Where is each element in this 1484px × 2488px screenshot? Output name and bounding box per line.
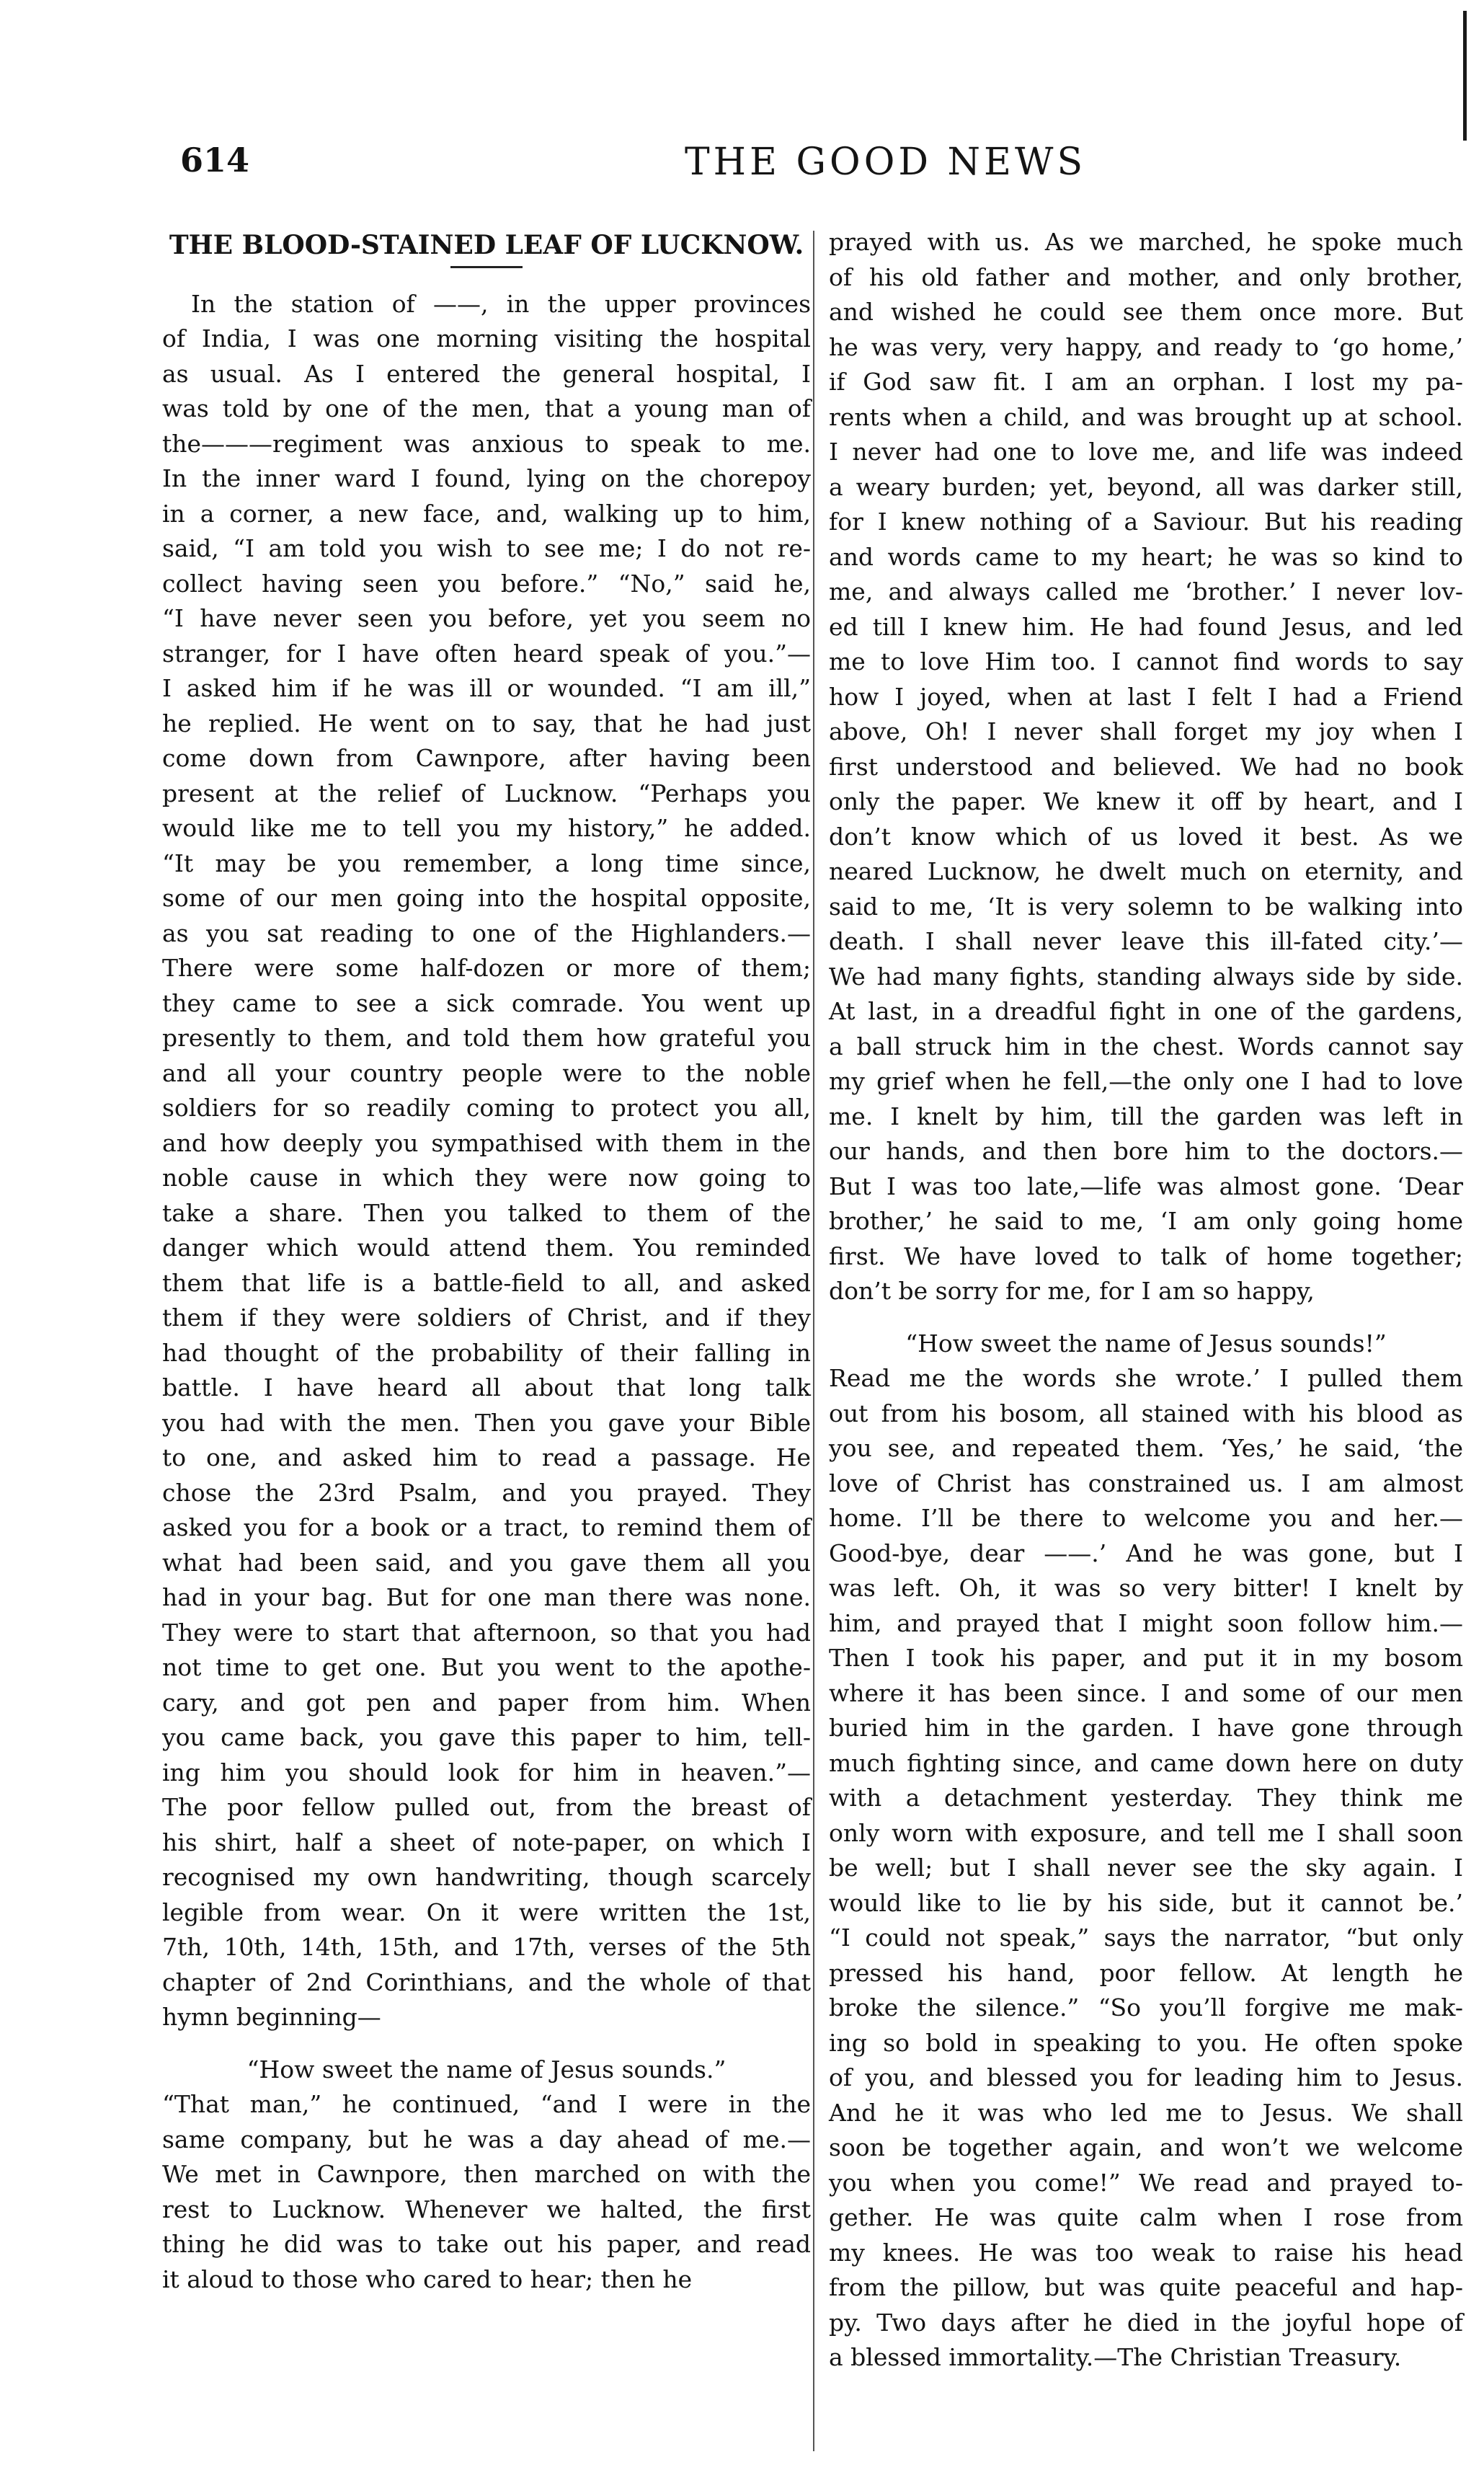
text-line: how I joyed, when at last I felt I had a Friend [829,682,1463,711]
left-text-block-1 [162,287,811,2035]
text-line: what had been said, and you gave them all you [162,1548,811,1577]
text-line: out from his bosom, all stained with his blood as [829,1399,1463,1427]
text-line: they came to see a sick comrade. You went up [162,988,811,1017]
page-number: 614 [180,141,250,180]
text-line: rest to Lucknow. Whenever we halted, the first [162,2195,811,2223]
text-line: “I could not speak,” says the narrator, “but only [829,1923,1463,1952]
text-line: first understood and believed. We had no book [829,752,1463,781]
text-line: as you sat reading to one of the Highlanders.— [162,918,811,947]
text-line: first. We have loved to talk of home together; [829,1241,1463,1270]
text-line: a weary burden; yet, beyond, all was darker still, [829,472,1463,501]
text-line: only the paper. We knew it off by heart, and I [829,787,1463,815]
text-line: neared Lucknow, he dwelt much on eternity, and [829,857,1463,885]
text-line: me, and always called me ‘brother.’ I never lov- [829,577,1463,606]
text-line: my grief when he fell,—the only one I had to love [829,1067,1463,1095]
text-line: rents when a child, and was brought up at school. [829,402,1463,431]
text-line: would like to lie by his side, but it cannot be.’ [829,1888,1463,1917]
text-line: them that life is a battle-field to all, and asked [162,1268,811,1297]
text-line: love of Christ has constrained us. I am almost [829,1469,1463,1497]
text-line: our hands, and then bore him to the doctors.— [829,1137,1463,1165]
text-line: At last, in a dreadful fight in one of the gardens, [829,997,1463,1025]
text-line: legible from wear. On it were written the 1st, [162,1898,811,1926]
text-line: ing him you should look for him in heaven.”— [162,1758,811,1787]
text-line: soon be together again, and won’t we welcome [829,2133,1463,2161]
text-line: 7th, 10th, 14th, 15th, and 17th, verses of the 5th [162,1933,811,1961]
text-line: buried him in the garden. I have gone through [829,1714,1463,1742]
text-line: The poor fellow pulled out, from the breast of [162,1793,811,1821]
text-line: But I was too late,—life was almost gone. ‘Dear [829,1172,1463,1200]
text-line: hymn beginning— [162,2003,381,2031]
text-line: danger which would attend them. You reminded [162,1234,811,1262]
text-line: recognised my own handwriting, though scarcely [162,1863,811,1891]
text-line: he replied. He went on to say, that he had just [162,709,811,738]
text-line: above, Oh! I never shall forget my joy when I [829,717,1463,745]
text-line: In the station of ——, in the upper provinces [191,289,811,318]
text-line: broke the silence.” “So you’ll forgive me mak- [829,1993,1463,2022]
text-line: and how deeply you sympathised with them in the [162,1128,811,1157]
text-line: be well; but I shall never see the sky again. I [829,1854,1463,1882]
text-line: py. Two days after he died in the joyful hope of [829,2308,1463,2337]
text-line: me to love Him too. I cannot find words to say [829,647,1463,676]
text-line: as usual. As I entered the general hospital, I [162,359,811,388]
right-text-block-1 [829,225,1463,1309]
text-line: Good-bye, dear ——.’ And he was gone, but I [829,1539,1463,1567]
text-line: was left. Oh, it was so very bitter! I knelt by [829,1574,1463,1602]
text-line: home. I’ll be there to welcome you and her.— [829,1504,1463,1532]
text-line: ing so bold in speaking to you. He often spoke [829,2028,1463,2057]
text-line: it aloud to those who cared to hear; then he [162,2265,693,2293]
text-line: with a detachment yesterday. They think me [829,1784,1463,1812]
hymn-quote-right: “How sweet the name of Jesus sounds!” [905,1329,1387,1358]
text-line: asked you for a book or a tract, to remind them of [162,1513,811,1541]
text-line: battle. I have heard all about that long talk [162,1373,811,1402]
text-line: They were to start that afternoon, so that you had [162,1618,811,1647]
text-line: was told by one of the men, that a young man of [162,394,811,422]
text-line: “That man,” he continued, “and I were in the [162,2090,811,2118]
text-line: pressed his hand, poor fellow. At length he [829,1958,1463,1987]
text-line: of you, and blessed you for leading him to Jesus. [829,2063,1463,2091]
text-line: only worn with exposure, and tell me I shall soon [829,1818,1463,1847]
text-line: In the inner ward I found, lying on the chorepoy [162,464,811,492]
text-line: had thought of the probability of their falling in [162,1338,811,1367]
text-line: you came back, you gave this paper to him, tell- [162,1723,811,1751]
text-line: in a corner, a new face, and, walking up to him, [162,499,811,528]
text-line: me. I knelt by him, till the garden was left in [829,1102,1463,1130]
text-line: Then I took his paper, and put it in my bosom [829,1644,1463,1672]
text-line: a blessed immortality.—The Christian Treasury. [829,2343,1402,2371]
text-line: collect having seen you before.” “No,” said he, [162,569,811,598]
page-edge-rule [1463,11,1467,141]
text-line: ed till I knew him. He had found Jesus, and led [829,612,1463,641]
text-line: the———regiment was anxious to speak to me. [162,429,811,458]
text-line: not time to get one. But you went to the apothe- [162,1653,811,1681]
text-line: soldiers for so readily coming to protect you all, [162,1094,811,1122]
text-line: and all your country people were to the noble [162,1058,811,1087]
text-line: you when you come!” We read and prayed to- [829,2168,1463,2197]
text-line: gether. He was quite calm when I rose from [829,2203,1463,2231]
text-line: Read me the words she wrote.’ I pulled them [829,1364,1463,1392]
text-line: And he it was who led me to Jesus. We shall [829,2098,1463,2127]
text-line: would like me to tell you my history,” he added. [162,814,811,842]
text-line: present at the relief of Lucknow. “Perhaps you [162,779,811,807]
text-line: presently to them, and told them how grateful you [162,1024,811,1052]
text-line: cary, and got pen and paper from him. When [162,1688,811,1717]
text-line: he was very, very happy, and ready to ‘go home,’ [829,332,1463,361]
text-line: to one, and asked him to read a passage. He [162,1443,811,1471]
article-title: THE BLOOD-STAINED LEAF OF LUCKNOW. [169,230,804,260]
text-line: I never had one to love me, and life was indeed [829,438,1463,466]
text-line: There were some half-dozen or more of them; [162,954,811,982]
text-line: my knees. He was too weak to raise his head [829,2238,1463,2267]
text-line: you see, and repeated them. ‘Yes,’ he said, ‘the [829,1434,1463,1462]
text-line: We met in Cawnpore, then marched on with the [162,2160,811,2188]
text-line: I asked him if he was ill or wounded. “I am ill,” [162,674,811,702]
text-line: and wished he could see them once more. But [829,298,1463,326]
hymn-quote-left: “How sweet the name of Jesus sounds.” [246,2055,727,2084]
text-line: brother,’ he said to me, ‘I am only going home [829,1207,1463,1235]
page-header [180,141,1434,191]
text-line: from the pillow, but was quite peaceful and hap- [829,2273,1463,2301]
text-line: said to me, ‘It is very solemn to be walking into [829,892,1463,921]
text-line: take a share. Then you talked to them of the [162,1198,811,1227]
text-line: of India, I was one morning visiting the hospital [162,324,811,353]
text-line: you had with the men. Then you gave your Bible [162,1408,811,1437]
text-line: where it has been since. I and some of our men [829,1678,1463,1707]
text-line: same company, but he was a day ahead of me.— [162,2125,811,2153]
text-line: don’t be sorry for me, for I am so happy, [829,1277,1315,1305]
text-line: thing he did was to take out his paper, and read [162,2230,811,2258]
left-text-block-2 [162,2087,811,2297]
text-line: some of our men going into the hospital opposite, [162,884,811,912]
column-divider [813,231,814,2451]
text-line: noble cause in which they were now going to [162,1164,811,1192]
text-line: a ball struck him in the chest. Words cannot say [829,1032,1463,1061]
text-line: prayed with us. As we marched, he spoke much [829,228,1463,256]
text-line: stranger, for I have often heard speak of you.”— [162,639,811,668]
text-line: don’t know which of us loved it best. As we [829,822,1463,851]
text-line: chapter of 2nd Corinthians, and the whole of that [162,1967,811,1996]
text-line: death. I shall never leave this ill-fated city.’— [829,927,1463,955]
text-line: and words came to my heart; he was so kind to [829,542,1463,571]
text-line: his shirt, half a sheet of note-paper, on which I [162,1828,811,1856]
text-line: We had many fights, standing always side by side. [829,962,1463,991]
text-line: chose the 23rd Psalm, and you prayed. They [162,1478,811,1507]
text-line: “I have never seen you before, yet you seem no [162,604,811,632]
title-rule [450,266,523,268]
right-text-block-2 [829,1361,1463,2376]
text-line: had in your bag. But for one man there was none. [162,1583,811,1611]
text-line: of his old father and mother, and only brother, [829,262,1463,291]
text-line: if God saw fit. I am an orphan. I lost my pa- [829,368,1463,396]
text-line: him, and prayed that I might soon follow him.— [829,1608,1463,1637]
text-line: said, “I am told you wish to see me; I do not re- [162,534,811,562]
text-line: them if they were soldiers of Christ, and if they [162,1303,811,1332]
text-line: much fighting since, and came down here on duty [829,1748,1463,1777]
text-line: come down from Cawnpore, after having been [162,744,811,772]
journal-title: THE GOOD NEWS [685,141,1087,184]
left-column [162,228,811,2297]
text-line: “It may be you remember, a long time since, [162,849,811,877]
right-column [829,225,1463,2376]
text-line: for I knew nothing of a Saviour. But his reading [829,508,1463,536]
